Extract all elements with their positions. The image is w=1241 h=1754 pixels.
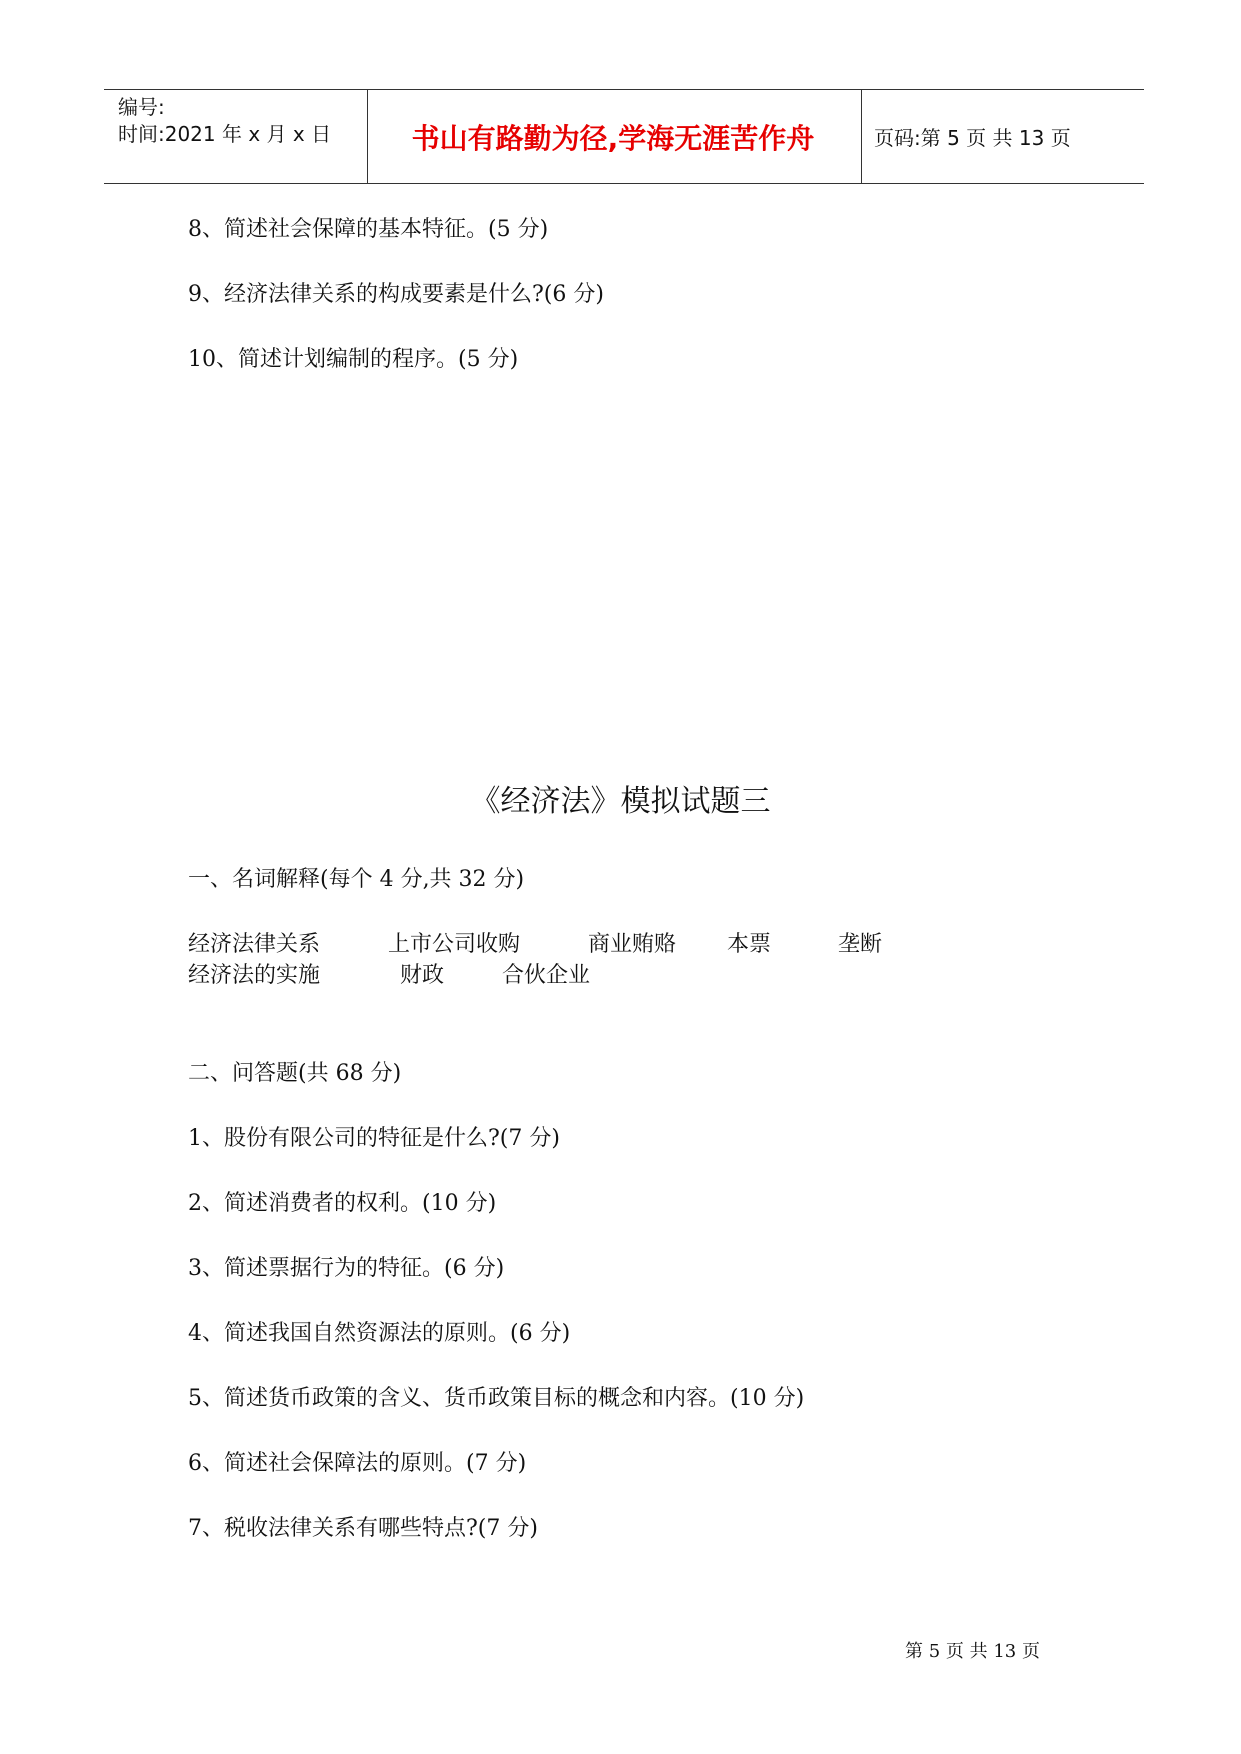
term-7: 财政 bbox=[400, 963, 445, 988]
term-3: 商业贿赂 bbox=[588, 932, 677, 957]
header-page-number: 页码:第 5 页 共 13 页 bbox=[874, 126, 1071, 150]
question-9: 9、经济法律关系的构成要素是什么?(6 分) bbox=[188, 282, 604, 307]
term-2: 上市公司收购 bbox=[388, 932, 521, 957]
qa-5: 5、简述货币政策的含义、货币政策目标的概念和内容。(10 分) bbox=[188, 1386, 805, 1411]
qa-4: 4、简述我国自然资源法的原则。(6 分) bbox=[188, 1321, 571, 1346]
question-8: 8、简述社会保障的基本特征。(5 分) bbox=[188, 217, 549, 242]
exam-title: 《经济法》模拟试题三 bbox=[470, 784, 771, 819]
header-meta bbox=[118, 94, 331, 148]
term-4: 本票 bbox=[727, 932, 772, 957]
question-10: 10、简述计划编制的程序。(5 分) bbox=[188, 347, 519, 372]
section2-heading: 二、问答题(共 68 分) bbox=[188, 1061, 402, 1086]
qa-1: 1、股份有限公司的特征是什么?(7 分) bbox=[188, 1126, 560, 1151]
term-1: 经济法律关系 bbox=[188, 932, 321, 957]
page-header bbox=[104, 89, 1144, 184]
header-number: 编号: bbox=[118, 95, 165, 119]
page-footer: 第 5 页 共 13 页 bbox=[905, 1641, 1040, 1662]
term-5: 垄断 bbox=[838, 932, 883, 957]
section1-heading: 一、名词解释(每个 4 分,共 32 分) bbox=[188, 867, 525, 892]
qa-3: 3、简述票据行为的特征。(6 分) bbox=[188, 1256, 505, 1281]
term-6: 经济法的实施 bbox=[188, 963, 321, 988]
header-motto: 书山有路勤为径,学海无涯苦作舟 bbox=[411, 121, 815, 155]
term-8: 合伙企业 bbox=[502, 963, 591, 988]
qa-7: 7、税收法律关系有哪些特点?(7 分) bbox=[188, 1516, 538, 1541]
qa-6: 6、简述社会保障法的原则。(7 分) bbox=[188, 1451, 527, 1476]
qa-2: 2、简述消费者的权利。(10 分) bbox=[188, 1191, 497, 1216]
header-time: 时间:2021 年 x 月 x 日 bbox=[118, 122, 332, 146]
